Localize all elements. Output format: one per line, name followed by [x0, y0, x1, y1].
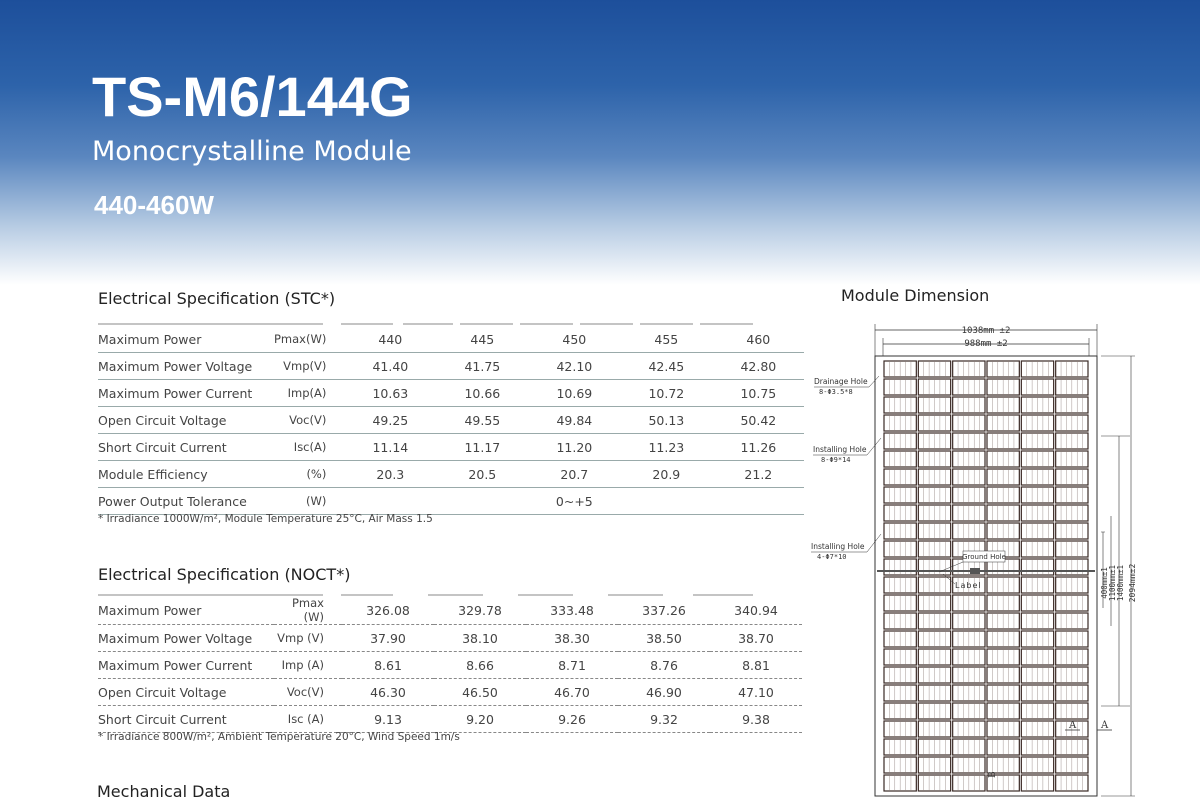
row-unit: Pmax(W) [274, 326, 344, 353]
row-value: 41.75 [436, 353, 528, 380]
dimension-title: Module Dimension [841, 286, 990, 305]
row-value: 333.48 [526, 596, 618, 625]
drainage-hole-label: Drainage Hole [814, 377, 868, 386]
spec-row [98, 652, 802, 679]
row-unit: Imp (A) [274, 652, 342, 679]
label-text: Label [955, 581, 982, 590]
row-value: 11.26 [712, 434, 804, 461]
row-value: 455 [620, 326, 712, 353]
row-value: 38.30 [526, 625, 618, 652]
row-label: Short Circuit Current [98, 434, 274, 461]
spec-row [98, 625, 802, 652]
installing-hole-spec-1: 8-Φ9*14 [821, 456, 851, 464]
ground-hole-label: Ground Hole [962, 553, 1006, 561]
row-value: 50.42 [712, 407, 804, 434]
row-value: 42.10 [528, 353, 620, 380]
row-label: Maximum Power Current [98, 652, 274, 679]
noct-note: * Irradiance 800W/m², Ambient Temperature 20°C, Wind Speed 1m/s [98, 731, 460, 743]
row-value: 11.20 [528, 434, 620, 461]
section-b: B [988, 771, 998, 778]
row-value: 41.40 [344, 353, 436, 380]
row-value: 38.50 [618, 625, 710, 652]
row-value: 9.32 [618, 706, 710, 733]
row-value: 20.5 [436, 461, 528, 488]
row-value: 11.14 [344, 434, 436, 461]
row-label: Maximum Power Voltage [98, 353, 274, 380]
row-value: 10.72 [620, 380, 712, 407]
row-unit: (%) [274, 461, 344, 488]
row-label: Module Efficiency [98, 461, 274, 488]
row-value: 46.70 [526, 679, 618, 706]
row-label: Open Circuit Voltage [98, 407, 274, 434]
row-unit: Voc(V) [274, 407, 344, 434]
dim-height-text: 2094mm±2 [1128, 563, 1137, 603]
stc-title: Electrical Specification (STC*) [98, 289, 336, 308]
section-a-right: A [1101, 720, 1109, 731]
stc-table [98, 326, 804, 515]
dim-1400-text: 1400mm±1 [1116, 564, 1125, 602]
row-label: Maximum Power [98, 326, 274, 353]
width-inner-text: 988mm ±2 [964, 339, 1008, 349]
spec-row [98, 407, 804, 434]
spec-row [98, 380, 804, 407]
row-value: 10.75 [712, 380, 804, 407]
spec-row [98, 434, 804, 461]
row-value: 46.90 [618, 679, 710, 706]
row-value: 10.69 [528, 380, 620, 407]
row-unit: Pmax (W) [274, 596, 342, 625]
row-unit: Vmp(V) [274, 353, 344, 380]
row-value: 47.10 [710, 679, 802, 706]
row-value: 11.17 [436, 434, 528, 461]
noct-table [98, 596, 802, 733]
module-subtitle: Monocrystalline Module [92, 136, 412, 167]
row-value: 9.38 [710, 706, 802, 733]
row-value: 9.26 [526, 706, 618, 733]
row-value: 20.7 [528, 461, 620, 488]
width-outer-text: 1038mm ±2 [961, 326, 1011, 336]
row-value: 445 [436, 326, 528, 353]
row-label: Power Output Tolerance [98, 488, 274, 515]
row-value: 50.13 [620, 407, 712, 434]
row-value: 42.45 [620, 353, 712, 380]
section-a-left: A [1069, 720, 1077, 731]
spec-row [98, 326, 804, 353]
row-value: 8.76 [618, 652, 710, 679]
spec-row [98, 706, 802, 733]
row-value: 49.25 [344, 407, 436, 434]
spec-row [98, 596, 802, 625]
row-value: 11.23 [620, 434, 712, 461]
installing-hole-label-1: Installing Hole [813, 445, 867, 454]
row-value: 9.20 [434, 706, 526, 733]
row-value: 49.84 [528, 407, 620, 434]
row-value: 10.66 [436, 380, 528, 407]
row-value: 340.94 [710, 596, 802, 625]
row-unit: Isc(A) [274, 434, 344, 461]
row-value: 440 [344, 326, 436, 353]
row-unit: Isc (A) [274, 706, 342, 733]
row-label: Maximum Power Current [98, 380, 274, 407]
row-value: 42.80 [712, 353, 804, 380]
row-label: Short Circuit Current [98, 706, 274, 733]
model-title: TS-M6/144G [92, 65, 413, 128]
dim-1100-text: 1100mm±1 [1108, 564, 1117, 602]
power-range: 440-460W [94, 190, 214, 220]
row-value: 20.9 [620, 461, 712, 488]
row-value: 450 [528, 326, 620, 353]
row-value: 329.78 [434, 596, 526, 625]
installing-hole-label-2: Installing Hole [811, 542, 865, 551]
row-unit: Voc(V) [274, 679, 342, 706]
row-value: 337.26 [618, 596, 710, 625]
drainage-hole-spec: 8-Φ3.5*8 [819, 388, 853, 396]
tolerance-row [98, 488, 804, 515]
row-value: 326.08 [342, 596, 434, 625]
row-value: 46.30 [342, 679, 434, 706]
row-value: 8.61 [342, 652, 434, 679]
row-unit: Vmp (V) [274, 625, 342, 652]
installing-hole-spec-2: 4-Φ7*10 [817, 553, 847, 561]
spec-row [98, 353, 804, 380]
row-unit: (W) [274, 488, 344, 515]
tolerance-value: 0~+5 [344, 488, 804, 515]
spec-row [98, 679, 802, 706]
row-value: 38.10 [434, 625, 526, 652]
noct-title: Electrical Specification (NOCT*) [98, 565, 351, 584]
row-value: 38.70 [710, 625, 802, 652]
row-label: Open Circuit Voltage [98, 679, 274, 706]
dim-400-text: 400mm±1 [1100, 567, 1109, 599]
row-value: 9.13 [342, 706, 434, 733]
mechanical-title: Mechanical Data [97, 782, 231, 801]
row-value: 37.90 [342, 625, 434, 652]
row-unit: Imp(A) [274, 380, 344, 407]
spec-row [98, 461, 804, 488]
stc-note: * Irradiance 1000W/m², Module Temperature 25°C, Air Mass 1.5 [98, 513, 433, 525]
row-value: 10.63 [344, 380, 436, 407]
row-label: Maximum Power [98, 596, 274, 625]
row-value: 8.66 [434, 652, 526, 679]
row-value: 8.81 [710, 652, 802, 679]
row-value: 21.2 [712, 461, 804, 488]
row-value: 8.71 [526, 652, 618, 679]
row-label: Maximum Power Voltage [98, 625, 274, 652]
module-dimension-drawing [805, 318, 1185, 800]
row-value: 460 [712, 326, 804, 353]
row-value: 20.3 [344, 461, 436, 488]
row-value: 49.55 [436, 407, 528, 434]
row-value: 46.50 [434, 679, 526, 706]
